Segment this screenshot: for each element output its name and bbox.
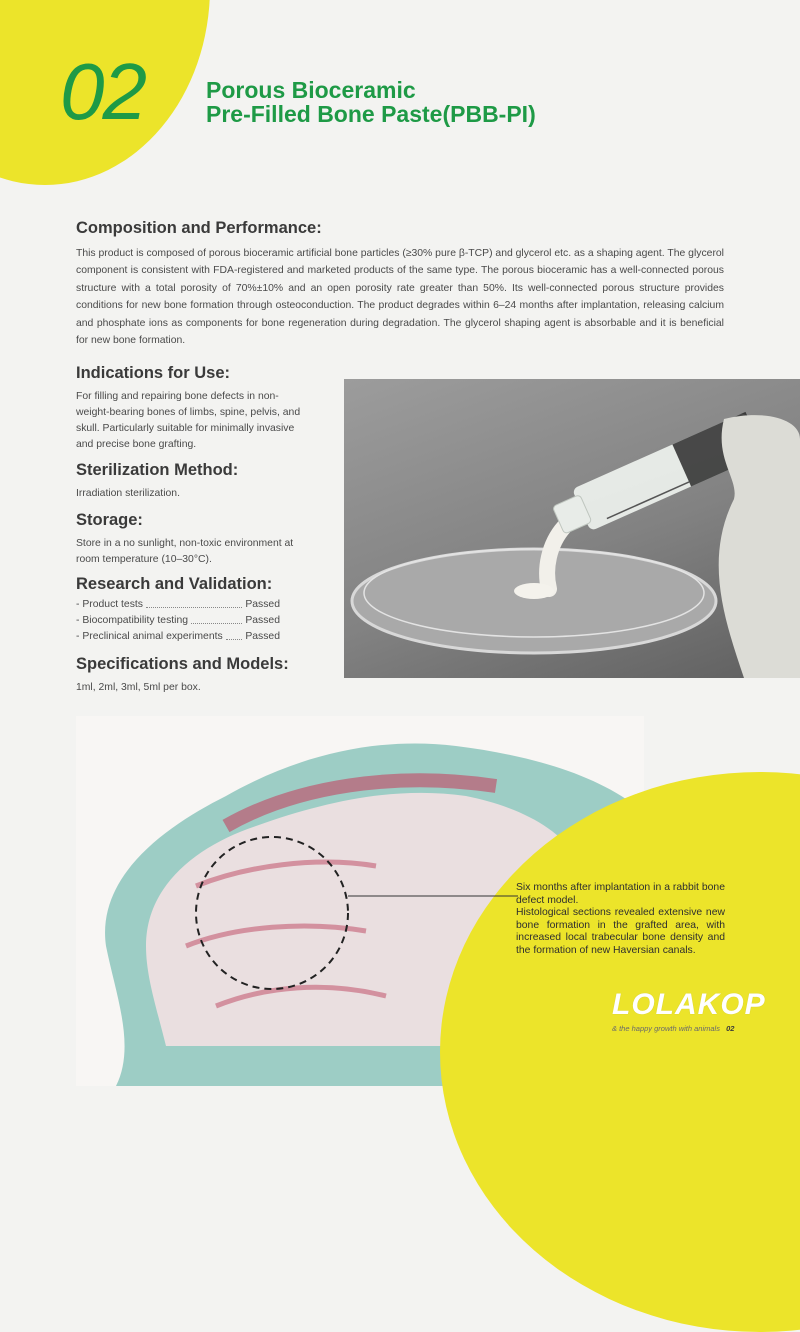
- research-item: [76, 629, 280, 645]
- gloved-hand: [719, 415, 800, 678]
- research-item-label: - Product tests: [76, 599, 143, 610]
- storage-section: [76, 510, 304, 568]
- section-number: 02: [60, 47, 145, 136]
- research-heading: Research and Validation:: [76, 575, 273, 593]
- brand-logo: LOLAKOP: [612, 988, 766, 1021]
- indications-text: For filling and repairing bone defects in non-weight-bearing bones of limbs, spine, pelvis, and skull. Particularly suitable for minimally invasive and precise bone grafting.: [76, 391, 301, 450]
- brand-tagline: [612, 1024, 734, 1033]
- specifications-heading: Specifications and Models:: [76, 655, 289, 673]
- sterilization-heading: Sterilization Method:: [76, 461, 239, 479]
- dotted-leader: [191, 613, 242, 624]
- indications-section: [76, 363, 304, 453]
- sterilization-section: [76, 460, 304, 502]
- title-line-2: Pre-Filled Bone Paste(PBB-PI): [206, 101, 536, 127]
- specifications-text: 1ml, 2ml, 3ml, 5ml per box.: [76, 682, 201, 693]
- storage-heading: Storage:: [76, 511, 143, 529]
- research-item-result: Passed: [245, 615, 280, 626]
- research-item-label: - Biocompatibility testing: [76, 615, 189, 626]
- callout-line-extension: [440, 895, 518, 897]
- storage-text: Store in a no sunlight, non-toxic environment at room temperature (10–30°C).: [76, 538, 294, 565]
- page-number: 02: [726, 1024, 735, 1033]
- syringe-petri-illustration: [344, 379, 800, 678]
- sterilization-text: Irradiation sterilization.: [76, 488, 180, 499]
- research-item-label: - Preclinical animal experiments: [76, 631, 223, 642]
- title-line-1: Porous Bioceramic: [206, 77, 416, 103]
- specifications-section: [76, 654, 316, 696]
- indications-heading: Indications for Use:: [76, 364, 231, 382]
- dotted-leader: [226, 629, 243, 640]
- research-section: [76, 574, 304, 645]
- composition-section: [76, 218, 724, 349]
- page-title: [206, 78, 536, 126]
- caption-line-2: Histological sections revealed extensive new bone formation in the grafted area, with increased local trabecular bone density and the formation of new Haversian canals.: [516, 907, 725, 956]
- caption-line-1: Six months after implantation in a rabbit bone defect model.: [516, 882, 725, 906]
- dotted-leader: [146, 597, 242, 608]
- tagline-text: & the happy growth with animals: [612, 1024, 720, 1033]
- bone-paste-blob: [514, 583, 554, 599]
- research-item: [76, 597, 280, 613]
- research-item-result: Passed: [245, 631, 280, 642]
- research-list: [76, 597, 304, 645]
- composition-heading: Composition and Performance:: [76, 219, 322, 237]
- research-item: [76, 613, 280, 629]
- research-item-result: Passed: [245, 599, 280, 610]
- composition-text: This product is composed of porous bioceramic artificial bone particles (≥30% pure β-TCP) and glycerol etc. as a shaping agent. The glycerol component is consistent with FDA-registered and marketed products of the same type. The porous bioceramic has a well-connected porous structure with a total porosity of 70%±10% and an open porosity rate greater than 50%. Its well-connected porous structure provides conditions for new bone formation through osteoconduction. The product degrades within 6–24 months after implantation, releasing calcium and phosphate ions as components for bone regeneration during degradation. The glycerol shaping agent is absorbable and it is beneficial for new bone formation.: [76, 248, 724, 347]
- histology-caption: [516, 882, 725, 958]
- product-photo: [344, 379, 800, 678]
